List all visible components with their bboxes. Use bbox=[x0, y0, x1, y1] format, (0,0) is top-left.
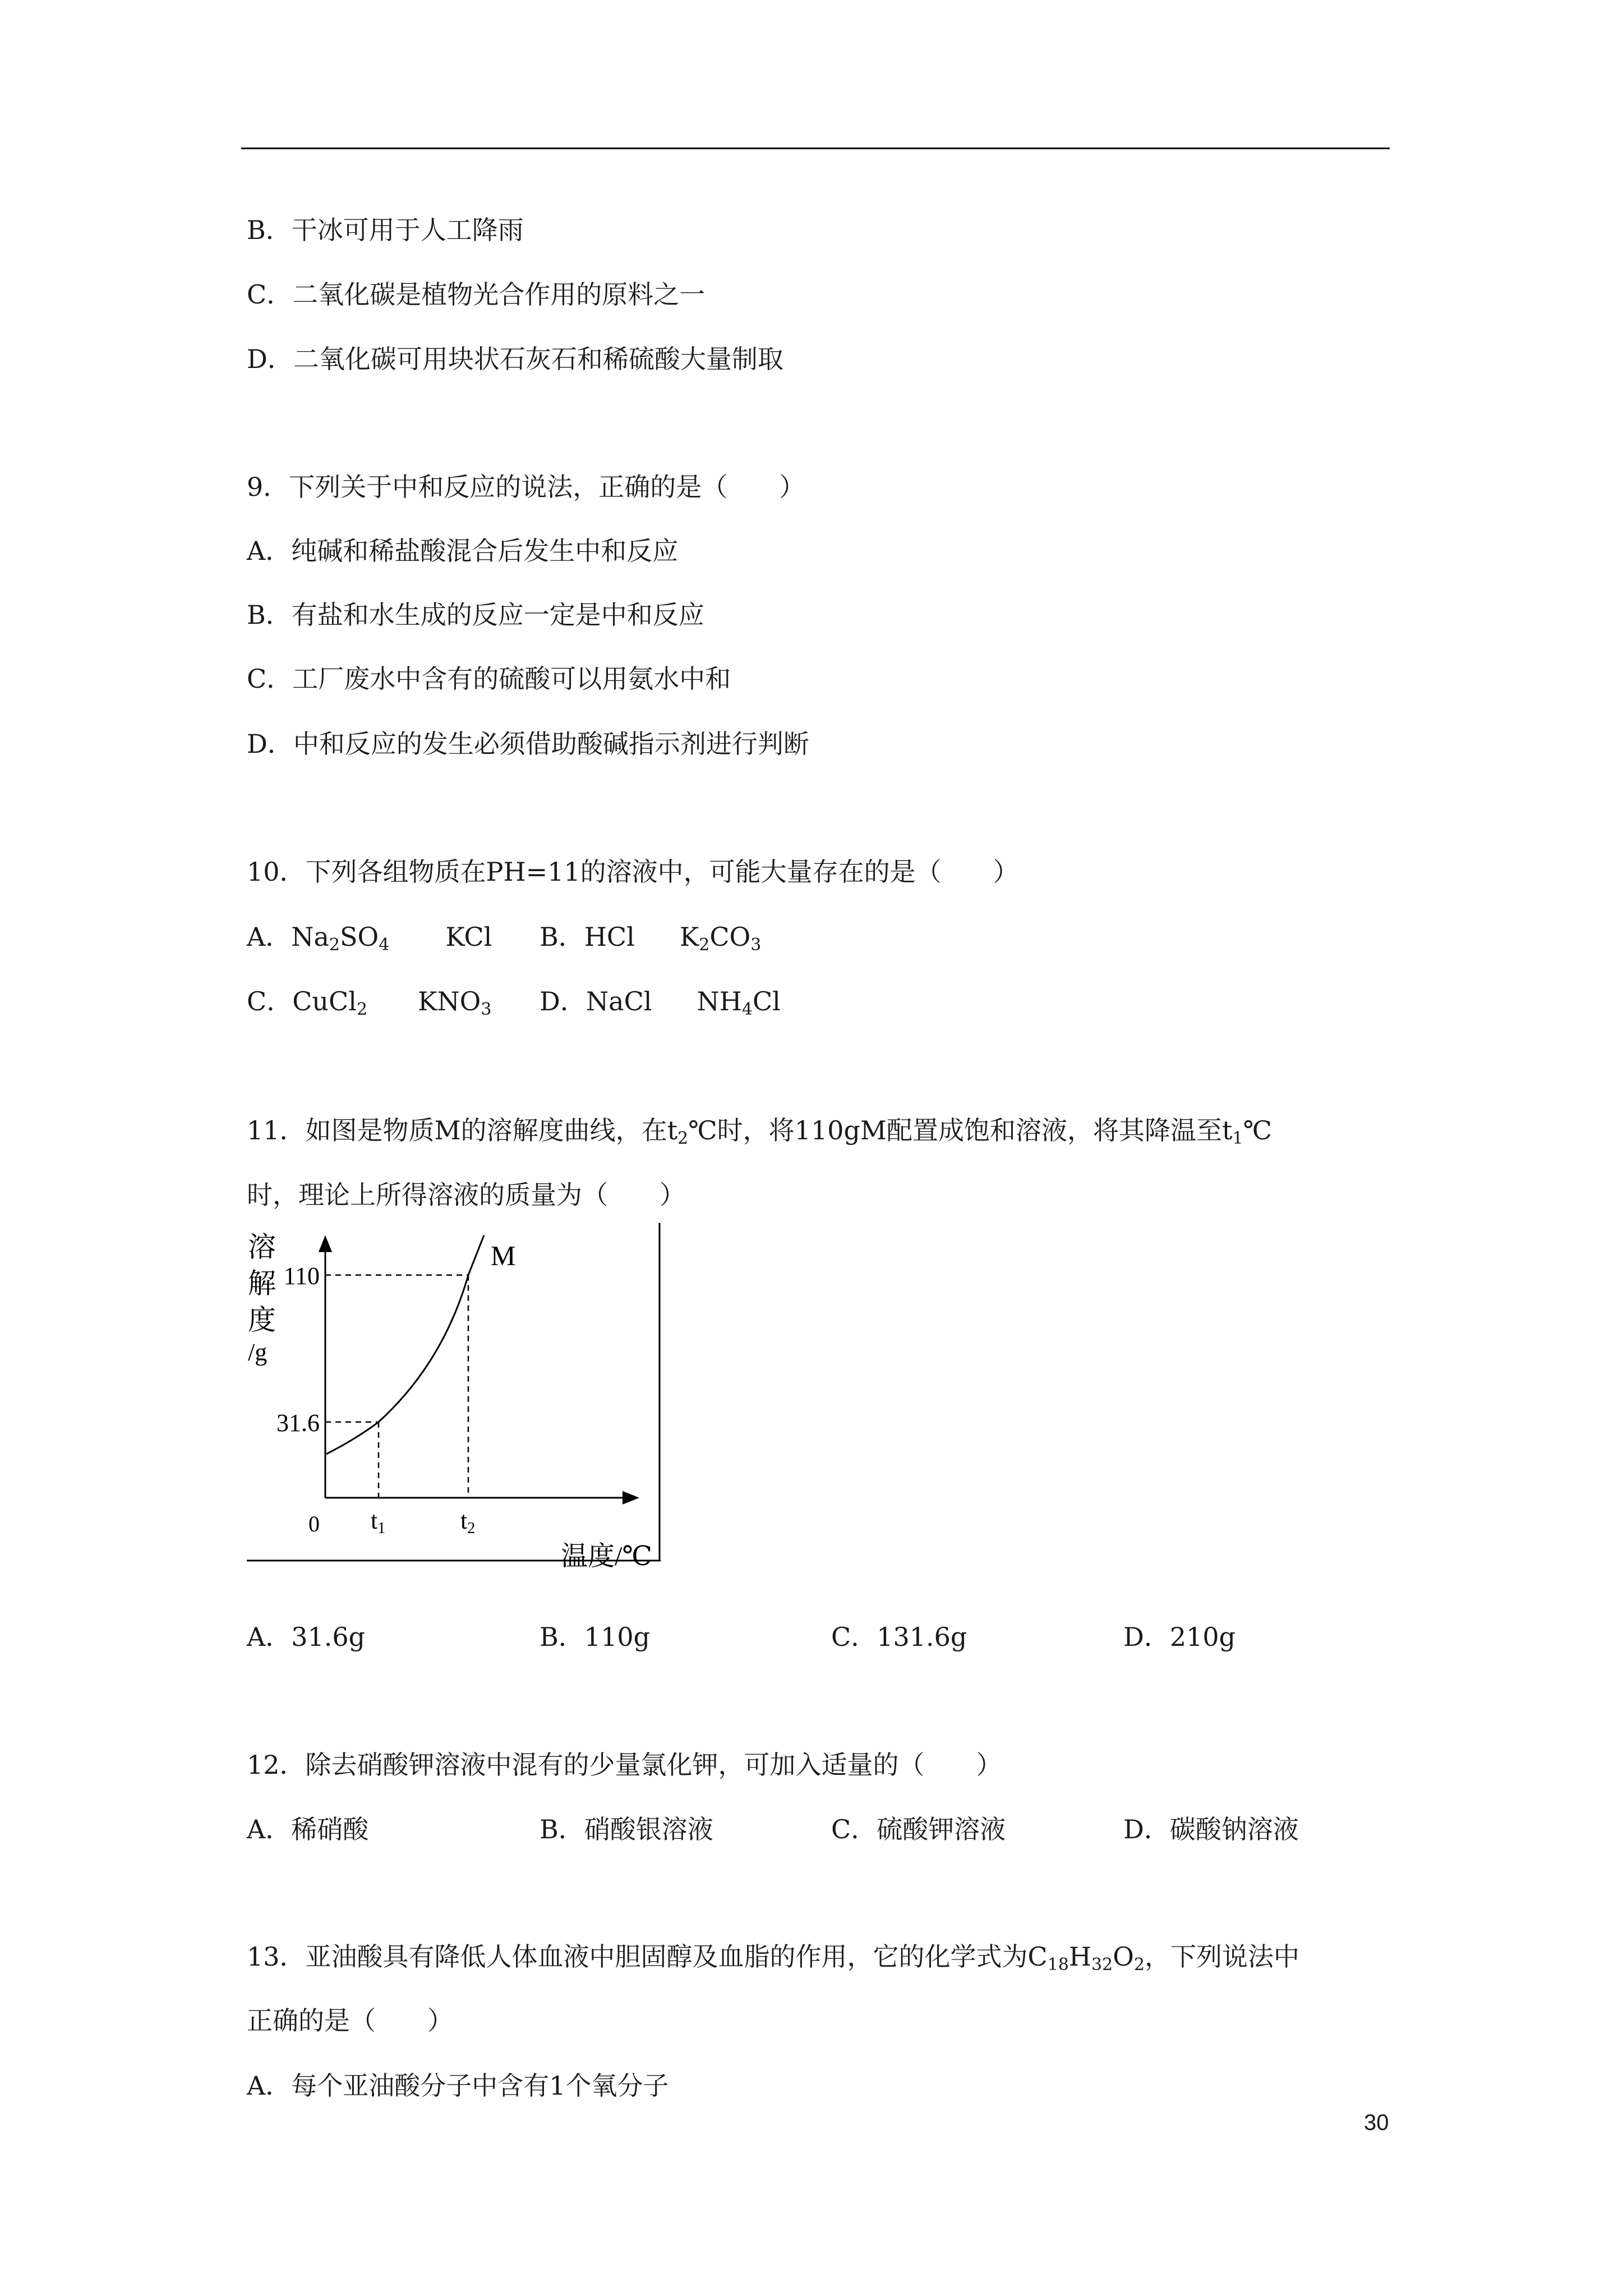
q11-stem-line1: 11．如图是物质M的溶解度曲线，在$t_2℃$时，将110gM配置成饱和溶液，将其降温至$t_1℃$ bbox=[247, 1115, 1272, 1148]
q12-stem: 12．除去硝酸钾溶液中混有的少量氯化钾，可加入适量的（ ） bbox=[247, 1750, 1002, 1780]
q12-option-c: C．硫酸钾溶液 bbox=[831, 1814, 1006, 1844]
q10-option-b: B．HCl $K_2CO_3$ bbox=[540, 922, 762, 955]
x-axis-arrow bbox=[623, 1491, 639, 1504]
y-tick-label-2: 110 bbox=[283, 1262, 320, 1290]
origin-label: 0 bbox=[308, 1511, 320, 1536]
q10-stem: 10．下列各组物质在PH=11的溶液中，可能大量存在的是（ ） bbox=[247, 857, 1019, 887]
q9-option-a: A．纯碱和稀盐酸混合后发生中和反应 bbox=[247, 536, 679, 566]
series-label-m: M bbox=[491, 1240, 516, 1271]
q10-option-a: A．$Na_2SO_4$ KCl bbox=[247, 922, 492, 955]
q12-option-d: D．碳酸钠溶液 bbox=[1123, 1814, 1299, 1844]
y-label-char-1: 溶 bbox=[248, 1231, 276, 1263]
series-line-m bbox=[326, 1235, 484, 1454]
q13-option-a: A．每个亚油酸分子中含有1个氧分子 bbox=[247, 2070, 669, 2101]
x-axis-label: 温度/℃ bbox=[561, 1542, 653, 1571]
q13-stem-line2: 正确的是（ ） bbox=[247, 2005, 453, 2036]
solubility-curve-chart bbox=[247, 1223, 662, 1571]
q8-option-b: B．干冰可用于人工降雨 bbox=[247, 215, 524, 245]
q13-stem-line1: 13．亚油酸具有降低人体血液中胆固醇及血脂的作用，它的化学式为$C_{18}H_{32}O_2$，下列说法中 bbox=[247, 1941, 1300, 1975]
header-rule bbox=[241, 148, 1390, 149]
q11-option-c: C．131.6g bbox=[831, 1622, 967, 1652]
q9-option-b: B．有盐和水生成的反应一定是中和反应 bbox=[247, 600, 704, 630]
y-label-char-2: 解 bbox=[248, 1268, 276, 1299]
y-axis-arrow bbox=[319, 1235, 332, 1252]
q10-option-d: D．NaCl $NH_4Cl$ bbox=[540, 986, 781, 1019]
q11-option-d: D．210g bbox=[1123, 1622, 1236, 1652]
q9-option-d: D．中和反应的发生必须借助酸碱指示剂进行判断 bbox=[247, 729, 809, 759]
q9-option-c: C．工厂废水中含有的硫酸可以用氨水中和 bbox=[247, 664, 731, 694]
q11-option-b: B．110g bbox=[540, 1622, 651, 1652]
q10-option-c: C．CuCl$_2$ $KNO_3$ bbox=[247, 986, 492, 1019]
y-label-char-4: /g bbox=[248, 1338, 268, 1366]
q11-option-a: A．31.6g bbox=[247, 1622, 366, 1652]
x-tick-label-1: t1 bbox=[371, 1507, 386, 1537]
page-number: 30 bbox=[1364, 2110, 1389, 2135]
q9-stem: 9．下列关于中和反应的说法，正确的是（ ） bbox=[247, 472, 805, 502]
y-tick-label-1: 31.6 bbox=[276, 1409, 320, 1437]
x-tick-label-2: t2 bbox=[460, 1507, 476, 1537]
q12-option-b: B．硝酸银溶液 bbox=[540, 1814, 713, 1844]
q8-option-d: D．二氧化碳可用块状石灰石和稀硫酸大量制取 bbox=[247, 344, 783, 374]
q8-option-c: C．二氧化碳是植物光合作用的原料之一 bbox=[247, 279, 706, 310]
q12-option-a: A．稀硝酸 bbox=[247, 1814, 369, 1844]
q11-stem-line2: 时，理论上所得溶液的质量为（ ） bbox=[247, 1180, 685, 1210]
y-label-char-3: 度 bbox=[248, 1304, 276, 1336]
